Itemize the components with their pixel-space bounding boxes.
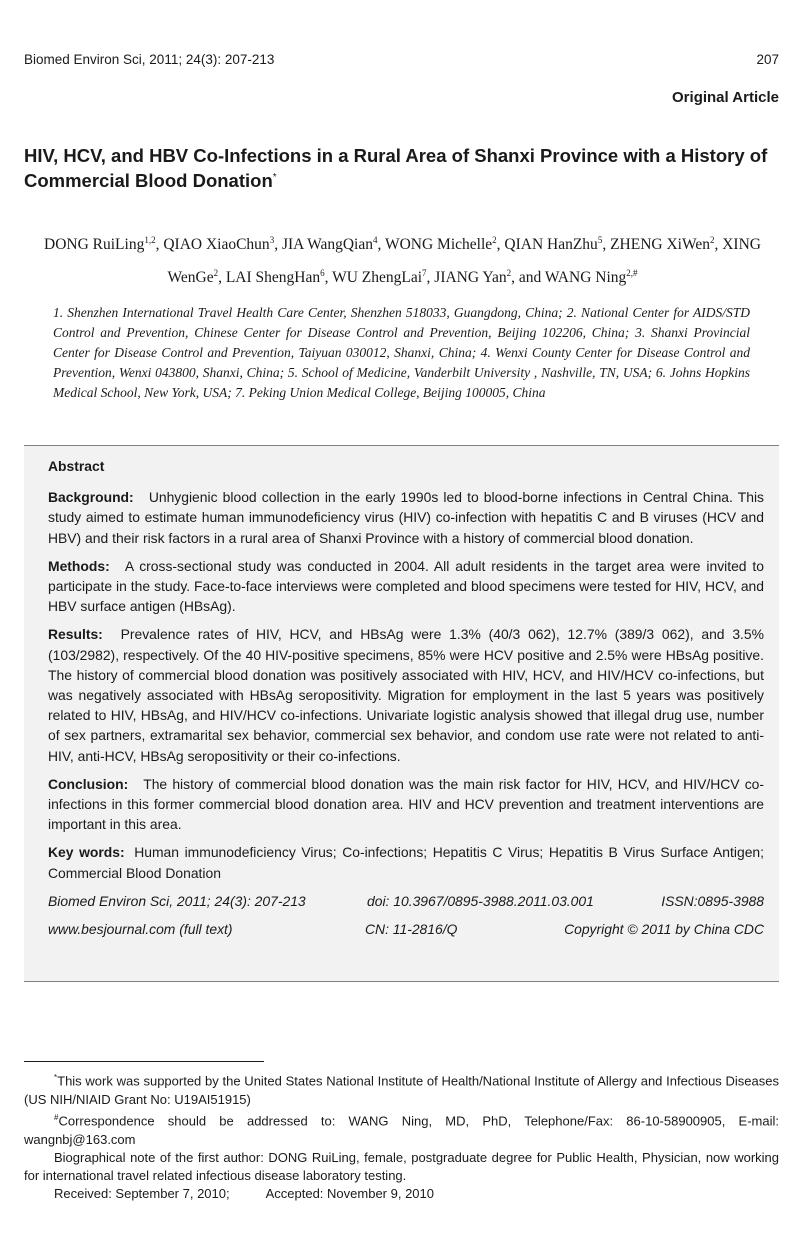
footnote-dates <box>24 1185 779 1203</box>
background-label: Background: <box>48 489 134 506</box>
author-affiliation-marker: 7 <box>422 268 427 279</box>
author-affiliation-marker: 2 <box>709 235 715 245</box>
article-type: Original Article <box>672 89 779 106</box>
author-separator: , <box>496 236 505 254</box>
footnote-biographical: Biographical note of the first author: DONG RuiLing, female, postgraduate degree for Public Health, Physician, now working for international travel related infectious disease laboratory testing. <box>24 1149 779 1184</box>
author-separator: , <box>324 269 333 287</box>
accepted-date: Accepted: November 9, 2010 <box>265 1186 434 1202</box>
author-affiliation-marker: 2 <box>213 268 219 279</box>
conclusion-label: Conclusion: <box>48 775 129 792</box>
correspondence-text: Correspondence should be addressed to: WANG Ning, MD, PhD, Telephone/Fax: 86-10-58900905, E-mail: wangnbj@163.com <box>24 1113 779 1147</box>
citation-issn: ISSN:0895-3988 <box>661 892 764 909</box>
author-separator: , <box>426 269 435 287</box>
citation-website[interactable]: www.besjournal.com (full text) <box>48 920 233 937</box>
author-name: XING WenGe <box>167 236 761 287</box>
abstract-box <box>24 445 779 982</box>
results-text: Prevalence rates of HIV, HCV, and HBsAg were 1.3% (40/3 062), 12.7% (389/3 062), and 3.5% (103/2982), respectively. Of the 40 HIV-positive specimens, 85% were HCV positive and 2.5% were HBsAg positive. The history of commercial blood donation was positively associated with HIV, HCV, and HIV/HCV co-infections, but was negatively associated with HBsAg seropositivity. Migration for employment in the last 5 years was positively related to HIV, HBsAg, and HIV/HCV co-infections. Univariate logistic analysis showed that illegal drug use, number of sex partners, extramarital sex behavior, commercial sex behavior, and condom use rate were not related to anti-HIV, anti-HCV, HBsAg seropositivity or their co-infections. <box>48 626 764 764</box>
page-number: 207 <box>756 52 779 67</box>
citation-copyright: Copyright © 2011 by China CDC <box>564 920 764 937</box>
abstract-keywords <box>48 842 764 882</box>
abstract-background <box>48 487 764 548</box>
author-affiliation-marker: 3 <box>269 235 275 245</box>
author-name: LAI ShengHan <box>225 269 321 287</box>
citation-doi[interactable]: doi: 10.3967/0895-3988.2011.03.001 <box>367 892 594 909</box>
author-separator: , and <box>511 269 545 287</box>
footnotes <box>24 1069 779 1204</box>
citation-row-2 <box>48 919 764 939</box>
author-separator: , <box>602 236 611 254</box>
author-name: ZHENG XiWen <box>610 236 710 254</box>
author-affiliation-marker: 2 <box>492 235 497 245</box>
author-affiliation-marker: 6 <box>320 268 325 279</box>
citation-row-1 <box>48 891 764 911</box>
author-affiliation-marker: 4 <box>372 235 378 245</box>
author-separator: , <box>377 236 385 254</box>
author-name: DONG RuiLing <box>44 236 145 254</box>
author-name: JIANG Yan <box>434 269 507 287</box>
results-label: Results: <box>48 626 103 643</box>
footnote-divider <box>24 1061 264 1062</box>
author-list <box>24 226 781 292</box>
abstract-methods <box>48 556 764 617</box>
keywords-text: Human immunodeficiency Virus; Co-infections; Hepatitis C Virus; Hepatitis B Virus Surface Antigen; Commercial Blood Donation <box>48 844 765 881</box>
author-name: QIAN HanZhu <box>504 236 598 254</box>
author-separator: , <box>714 236 723 254</box>
author-name: WONG Michelle <box>384 236 493 254</box>
received-date: Received: September 7, 2010; <box>54 1186 230 1202</box>
conclusion-text: The history of commercial blood donation was the main risk factor for HIV, HCV, and HIV/HCV co-infections in this former commercial blood donation area. HIV and HCV prevention and treatment interventions are important in this area. <box>48 775 765 833</box>
author-name: WU ZhengLai <box>332 269 423 287</box>
author-name: QIAO XiaoChun <box>163 236 270 254</box>
citation-journal: Biomed Environ Sci, 2011; 24(3): 207-213 <box>48 892 306 909</box>
author-name: JIA WangQian <box>281 236 373 254</box>
correspondence-marker: # <box>54 1112 59 1122</box>
keywords-label: Key words: <box>48 844 125 861</box>
funding-marker: * <box>54 1073 58 1082</box>
author-affiliation-marker: 1,2 <box>144 235 156 245</box>
article-title-text: HIV, HCV, and HBV Co-Infections in a Rural Area of Shanxi Province with a History of Commercial Blood Donation <box>24 145 768 192</box>
author-affiliation-marker: 2 <box>506 268 512 279</box>
funding-text: This work was supported by the United States National Institute of Health/National Institute of Allergy and Infectious Diseases (US NIH/NIAID Grant No: U19AI51915) <box>24 1073 779 1107</box>
author-separator: , <box>274 236 282 254</box>
abstract-results <box>48 624 764 765</box>
author-separator: , <box>218 269 226 287</box>
affiliations: 1. Shenzhen International Travel Health Care Center, Shenzhen 518033, Guangdong, China; 2. National Center for AIDS/STD Control and Prevention, Chinese Center for Disease Control and Prevention, Beijing 102206, China; 3. Shanxi Provincial Center for Disease Control and Prevention, Taiyuan 030012, Shanxi, China; 4. Wenxi County Center for Disease Control and Prevention, Wenxi 043800, Shanxi, China; 5. School of Medicine, Vanderbilt University , Nashville, TN, USA; 6. Johns Hopkins Medical School, New York, USA; 7. Peking Union Medical College, Beijing 100005, China <box>53 305 750 400</box>
article-title <box>24 145 784 192</box>
running-header-journal: Biomed Environ Sci, 2011; 24(3): 207-213 <box>24 52 275 67</box>
footnote-correspondence <box>24 1109 779 1149</box>
methods-text: A cross-sectional study was conducted in 2004. All adult residents in the target area were invited to participate in the study. Face-to-face interviews were completed and blood specimens were tested for HIV, HCV, and HBV surface antigen (HBsAg). <box>48 557 764 615</box>
author-affiliation-marker: 5 <box>597 235 603 245</box>
author-affiliation-marker: 2,# <box>626 268 638 279</box>
author-name: WANG Ning <box>544 269 627 287</box>
background-text: Unhygienic blood collection in the early 1990s led to blood-borne infections in Central China. This study aimed to estimate human immunodeficiency virus (HIV) co-infection with hepatitis C and B viruses (HCV and HBV) and their risk factors in a rural area of Shanxi Province with a history of commercial blood donation. <box>48 489 765 546</box>
title-footnote-marker: * <box>272 172 277 183</box>
abstract-conclusion <box>48 774 764 835</box>
author-separator: , <box>155 236 164 254</box>
citation-cn: CN: 11-2816/Q <box>365 920 458 937</box>
methods-label: Methods: <box>48 557 110 574</box>
footnote-funding <box>24 1069 779 1109</box>
abstract-heading: Abstract <box>48 458 105 474</box>
